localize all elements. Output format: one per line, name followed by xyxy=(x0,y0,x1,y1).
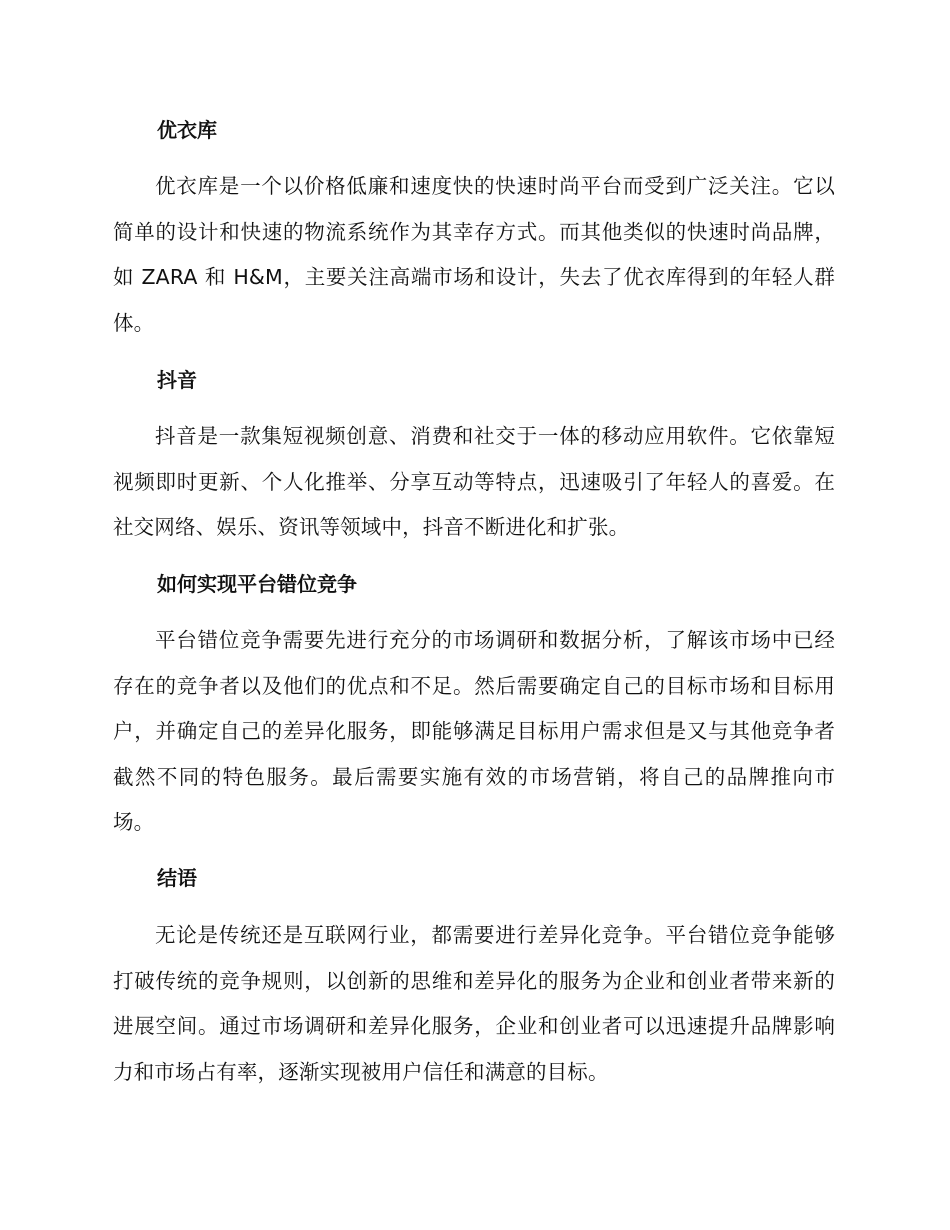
heading-conclusion: 结语 xyxy=(157,866,197,890)
heading-douyin: 抖音 xyxy=(157,368,197,392)
heading-uniqlo: 优衣库 xyxy=(157,118,217,142)
paragraph-conclusion: 无论是传统还是互联网行业，都需要进行差异化竞争。平台错位竞争能够打破传统的竞争规则，以创新的思维和差异化的服务为企业和创业者带来新的进展空间。通过市场调研和差异化服务，企业和创业者可以迅速提升品牌影响力和市场占有率，逐渐实现被用户信任和满意的目标。 xyxy=(113,923,835,1084)
paragraph-platform-competition: 平台错位竞争需要先进行充分的市场调研和数据分析，了解该市场中已经存在的竞争者以及他们的优点和不足。然后需要确定自己的目标市场和目标用户，并确定自己的差异化服务，即能够满足目标用户需求但是又与其他竞争者截然不同的特色服务。最后需要实施有效的市场营销，将自己的品牌推向市场。 xyxy=(113,628,835,834)
heading-platform-competition: 如何实现平台错位竞争 xyxy=(157,572,357,596)
paragraph-uniqlo: 优衣库是一个以价格低廉和速度快的快速时尚平台而受到广泛关注。它以简单的设计和快速的物流系统作为其幸存方式。而其他类似的快速时尚品牌，如 ZARA 和 H&M，主要关注高端市场和设计，失去了优衣库得到的年轻人群体。 xyxy=(113,174,835,335)
paragraph-douyin: 抖音是一款集短视频创意、消费和社交于一体的移动应用软件。它依靠短视频即时更新、个人化推举、分享互动等特点，迅速吸引了年轻人的喜爱。在社交网络、娱乐、资讯等领域中，抖音不断进化和扩张。 xyxy=(113,424,835,539)
